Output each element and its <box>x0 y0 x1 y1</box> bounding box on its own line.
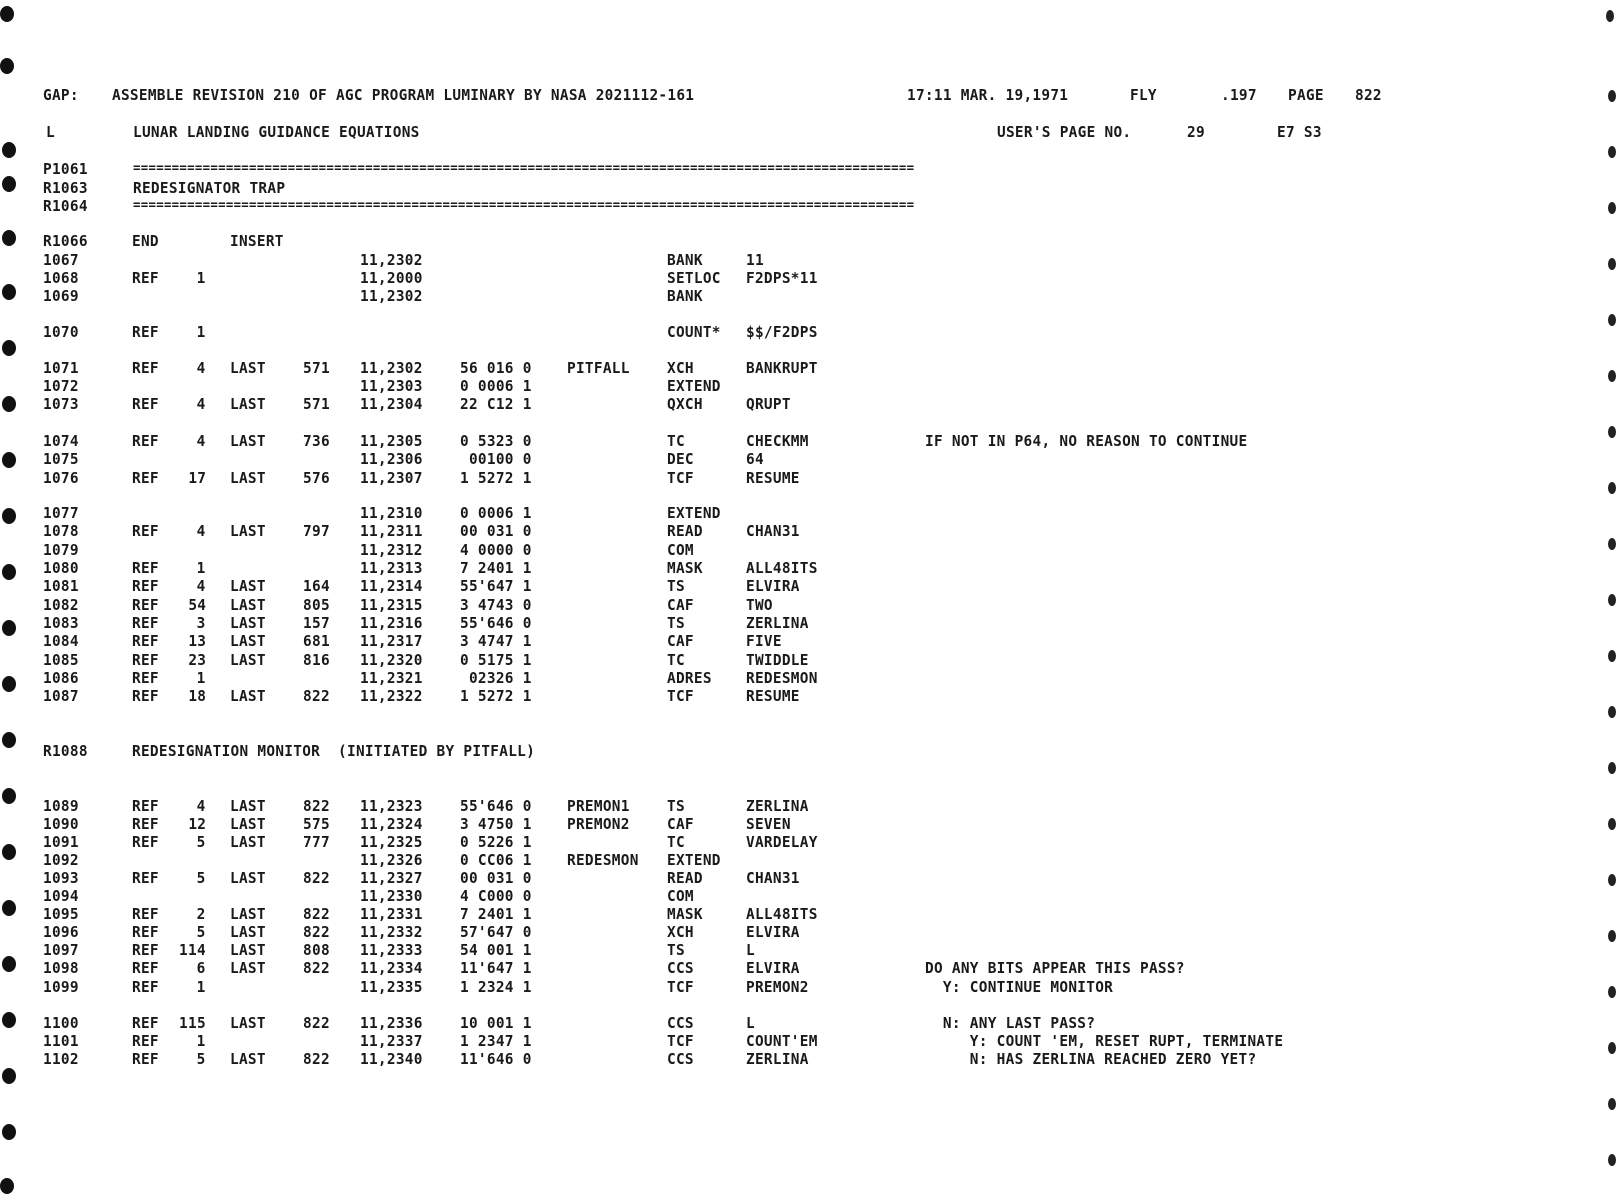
line-op: BANK <box>667 287 703 305</box>
line-code: 1 2347 1 <box>460 1032 532 1050</box>
line-addr: 11,2330 <box>360 887 423 905</box>
line-lastnum: 164 <box>303 577 330 595</box>
line-seq: 1073 <box>43 395 79 413</box>
banner-rule-bottom: ===================================================================================================== <box>133 198 915 213</box>
line-addr: 11,2335 <box>360 978 423 996</box>
line-seq: 1075 <box>43 450 79 468</box>
line-cnt: 4 <box>197 797 206 815</box>
line-addr: 11,2302 <box>360 287 423 305</box>
line-operand: REDESMON <box>746 669 818 687</box>
line-lastnum: 157 <box>303 614 330 632</box>
line-addr: 11,2000 <box>360 269 423 287</box>
line-operand: ALL48ITS <box>746 905 818 923</box>
line-code: 0 5226 1 <box>460 833 532 851</box>
line-addr: 11,2311 <box>360 522 423 540</box>
line-lastnum: 822 <box>303 905 330 923</box>
line-seq: 1091 <box>43 833 79 851</box>
header-code: .197 <box>1221 86 1257 104</box>
line-addr: 11,2323 <box>360 797 423 815</box>
line-operand: QRUPT <box>746 395 791 413</box>
line-ref: REF <box>132 923 159 941</box>
line-operand: SEVEN <box>746 815 791 833</box>
line-cnt: 12 <box>188 815 206 833</box>
line-seq: 1082 <box>43 596 79 614</box>
line-op: CCS <box>667 959 694 977</box>
line-op: DEC <box>667 450 694 468</box>
line-code: 10 001 1 <box>460 1014 532 1032</box>
line-addr: 11,2331 <box>360 905 423 923</box>
line-op: COM <box>667 541 694 559</box>
line-code: 4 C000 0 <box>460 887 532 905</box>
line-comment: DO ANY BITS APPEAR THIS PASS? <box>925 959 1185 977</box>
line-ref: REF <box>132 1050 159 1068</box>
line-seq: 1099 <box>43 978 79 996</box>
line-last: LAST <box>230 869 266 887</box>
line-addr: 11,2325 <box>360 833 423 851</box>
line-addr: 11,2326 <box>360 851 423 869</box>
banner-seq-r1063: R1063 <box>43 179 88 197</box>
line-cnt: 5 <box>197 1050 206 1068</box>
line-addr: 11,2332 <box>360 923 423 941</box>
subheader-ref-code: E7 S3 <box>1277 123 1322 141</box>
line-cnt: 5 <box>197 923 206 941</box>
line-op: MASK <box>667 905 703 923</box>
line-addr: 11,2303 <box>360 377 423 395</box>
line-comment: N: ANY LAST PASS? <box>925 1014 1096 1032</box>
line-ref: REF <box>132 614 159 632</box>
line-seq: R1088 <box>43 742 88 760</box>
line-seq: 1102 <box>43 1050 79 1068</box>
line-cnt: 1 <box>197 1032 206 1050</box>
line-last: LAST <box>230 687 266 705</box>
line-ref: REF <box>132 395 159 413</box>
line-ref: REF <box>132 323 159 341</box>
line-addr: 11,2310 <box>360 504 423 522</box>
line-addr: 11,2324 <box>360 815 423 833</box>
line-lastnum: 822 <box>303 923 330 941</box>
line-ref: REF <box>132 359 159 377</box>
line-ref: REF <box>132 596 159 614</box>
header-fly: FLY <box>1130 86 1157 104</box>
line-code: 22 C12 1 <box>460 395 532 413</box>
line-op: READ <box>667 522 703 540</box>
line-seq: 1092 <box>43 851 79 869</box>
line-code: 0 CC06 1 <box>460 851 532 869</box>
line-op: READ <box>667 869 703 887</box>
line-seq: 1083 <box>43 614 79 632</box>
line-last: LAST <box>230 577 266 595</box>
line-ref: REF <box>132 1014 159 1032</box>
line-operand: ELVIRA <box>746 923 800 941</box>
line-cnt: 4 <box>197 432 206 450</box>
line-ref: REF <box>132 687 159 705</box>
line-cnt: 4 <box>197 395 206 413</box>
line-operand: COUNT'EM <box>746 1032 818 1050</box>
line-comment: Y: CONTINUE MONITOR <box>925 978 1114 996</box>
line-seq: 1070 <box>43 323 79 341</box>
line-last: LAST <box>230 651 266 669</box>
line-last: LAST <box>230 833 266 851</box>
line-code: 7 2401 1 <box>460 905 532 923</box>
line-comment: N: HAS ZERLINA REACHED ZERO YET? <box>925 1050 1257 1068</box>
line-ref: REF <box>132 869 159 887</box>
line-seq: 1086 <box>43 669 79 687</box>
line-last: LAST <box>230 359 266 377</box>
line-addr: 11,2327 <box>360 869 423 887</box>
line-code: 0 5175 1 <box>460 651 532 669</box>
line-code: 11'647 1 <box>460 959 532 977</box>
line-op: TCF <box>667 469 694 487</box>
banner-rule-top: ===================================================================================================== <box>133 161 915 176</box>
line-seq: 1100 <box>43 1014 79 1032</box>
line-last: LAST <box>230 432 266 450</box>
line-lastnum: 805 <box>303 596 330 614</box>
line-cnt: 114 <box>179 941 206 959</box>
line-lastnum: 777 <box>303 833 330 851</box>
line-op: TC <box>667 651 685 669</box>
line-seq: 1080 <box>43 559 79 577</box>
line-ref: REF <box>132 1032 159 1050</box>
line-op: TC <box>667 432 685 450</box>
line-cnt: 5 <box>197 869 206 887</box>
line-label: PREMON2 <box>567 815 630 833</box>
line-ref: REF <box>132 432 159 450</box>
line-addr: 11,2321 <box>360 669 423 687</box>
line-last: LAST <box>230 923 266 941</box>
line-operand: TWO <box>746 596 773 614</box>
line-operand: L <box>746 941 755 959</box>
line-operand: L <box>746 1014 755 1032</box>
line-lastnum: 681 <box>303 632 330 650</box>
line-op: XCH <box>667 359 694 377</box>
subheader-user-page-number: 29 <box>1187 123 1205 141</box>
line-operand: 64 <box>746 450 764 468</box>
line-cnt: 4 <box>197 522 206 540</box>
line-seq: 1076 <box>43 469 79 487</box>
line-code: 3 4750 1 <box>460 815 532 833</box>
line-operand: VARDELAY <box>746 833 818 851</box>
line-addr: 11,2307 <box>360 469 423 487</box>
line-op: EXTEND <box>667 504 721 522</box>
line-op: ADRES <box>667 669 712 687</box>
line-code: 4 0000 0 <box>460 541 532 559</box>
line-ref: REF <box>132 559 159 577</box>
line-op: TS <box>667 577 685 595</box>
line-lastnum: 822 <box>303 687 330 705</box>
line-seq: 1081 <box>43 577 79 595</box>
line-ref: REF <box>132 651 159 669</box>
subheader-user-page: USER'S PAGE NO. <box>997 123 1132 141</box>
line-code: 1 5272 1 <box>460 469 532 487</box>
header-title: ASSEMBLE REVISION 210 OF AGC PROGRAM LUMINARY BY NASA 2021112-161 <box>112 86 695 104</box>
header-page-label: PAGE <box>1288 86 1324 104</box>
line-seq: 1097 <box>43 941 79 959</box>
line-operand: ZERLINA <box>746 797 809 815</box>
line-seq: 1095 <box>43 905 79 923</box>
line-seq: 1068 <box>43 269 79 287</box>
line-ref: REF <box>132 522 159 540</box>
line-last: LAST <box>230 1050 266 1068</box>
line-label: PREMON1 <box>567 797 630 815</box>
line-last: LAST <box>230 522 266 540</box>
line-seq: 1074 <box>43 432 79 450</box>
line-ref: REF <box>132 669 159 687</box>
line-operand: CHECKMM <box>746 432 809 450</box>
line-cnt: 17 <box>188 469 206 487</box>
line-code: 00 031 0 <box>460 522 532 540</box>
line-lastnum: 822 <box>303 1014 330 1032</box>
line-ref: REF <box>132 815 159 833</box>
line-lastnum: 822 <box>303 797 330 815</box>
line-operand: CHAN31 <box>746 522 800 540</box>
line-cnt: 5 <box>197 833 206 851</box>
line-operand: $$/F2DPS <box>746 323 818 341</box>
line-seq: R1066 <box>43 232 88 250</box>
line-operand: PREMON2 <box>746 978 809 996</box>
line-code: 3 4747 1 <box>460 632 532 650</box>
line-addr: 11,2302 <box>360 251 423 269</box>
line-op: TC <box>667 833 685 851</box>
line-lastnum: 575 <box>303 815 330 833</box>
subheader-letter: L <box>46 123 55 141</box>
line-seq: 1096 <box>43 923 79 941</box>
line-ref: REF <box>132 577 159 595</box>
line-last: LAST <box>230 959 266 977</box>
line-op: BANK <box>667 251 703 269</box>
line-lastnum: 822 <box>303 869 330 887</box>
line-lastnum: 571 <box>303 395 330 413</box>
line-seq: 1098 <box>43 959 79 977</box>
line-cnt: 23 <box>188 651 206 669</box>
line-code: 55'646 0 <box>460 614 532 632</box>
line-ref: REF <box>132 797 159 815</box>
line-seq: 1077 <box>43 504 79 522</box>
line-seq: 1071 <box>43 359 79 377</box>
line-code: 11'646 0 <box>460 1050 532 1068</box>
line-seq: 1078 <box>43 522 79 540</box>
line-cnt: 115 <box>179 1014 206 1032</box>
line-operand: ZERLINA <box>746 614 809 632</box>
line-seq: 1069 <box>43 287 79 305</box>
line-seq: 1094 <box>43 887 79 905</box>
line-ref: REF <box>132 269 159 287</box>
line-cnt: 13 <box>188 632 206 650</box>
line-op: CAF <box>667 596 694 614</box>
line-op: COM <box>667 887 694 905</box>
line-addr: 11,2322 <box>360 687 423 705</box>
line-ref: REF <box>132 833 159 851</box>
line-last: LAST <box>230 632 266 650</box>
line-op: CCS <box>667 1014 694 1032</box>
line-op: TCF <box>667 687 694 705</box>
line-seq: 1072 <box>43 377 79 395</box>
line-last: LAST <box>230 815 266 833</box>
line-code: 0 0006 1 <box>460 377 532 395</box>
line-operand: RESUME <box>746 469 800 487</box>
line-last: LAST <box>230 797 266 815</box>
line-ref: REF <box>132 959 159 977</box>
line-label: PITFALL <box>567 359 630 377</box>
line-seq: 1079 <box>43 541 79 559</box>
line-code: 56 016 0 <box>460 359 532 377</box>
header-gap: GAP: <box>43 86 79 104</box>
line-op: TCF <box>667 978 694 996</box>
line-last: LAST <box>230 1014 266 1032</box>
line-op: TS <box>667 614 685 632</box>
line-last: INSERT <box>230 232 284 250</box>
line-operand: FIVE <box>746 632 782 650</box>
line-ref: REF <box>132 905 159 923</box>
line-operand: TWIDDLE <box>746 651 809 669</box>
line-addr: 11,2314 <box>360 577 423 595</box>
banner-title: REDESIGNATOR TRAP <box>133 179 286 197</box>
header-page-number: 822 <box>1355 86 1382 104</box>
line-operand: BANKRUPT <box>746 359 818 377</box>
line-operand: CHAN31 <box>746 869 800 887</box>
line-lastnum: 822 <box>303 959 330 977</box>
line-seq: 1087 <box>43 687 79 705</box>
line-addr: 11,2315 <box>360 596 423 614</box>
line-code: 57'647 0 <box>460 923 532 941</box>
line-addr: 11,2305 <box>360 432 423 450</box>
line-addr: 11,2320 <box>360 651 423 669</box>
line-op: MASK <box>667 559 703 577</box>
line-operand: ALL48ITS <box>746 559 818 577</box>
line-operand: RESUME <box>746 687 800 705</box>
line-addr: 11,2304 <box>360 395 423 413</box>
line-code: 0 5323 0 <box>460 432 532 450</box>
line-lastnum: 822 <box>303 1050 330 1068</box>
line-op: TS <box>667 797 685 815</box>
line-cnt: 1 <box>197 978 206 996</box>
line-op: CCS <box>667 1050 694 1068</box>
line-addr: 11,2316 <box>360 614 423 632</box>
line-ref: REF <box>132 469 159 487</box>
line-code: 02326 1 <box>460 669 532 687</box>
line-last: LAST <box>230 395 266 413</box>
line-seq: 1089 <box>43 797 79 815</box>
line-cnt: 1 <box>197 669 206 687</box>
line-code: 00 031 0 <box>460 869 532 887</box>
line-op: CAF <box>667 632 694 650</box>
line-op: COUNT* <box>667 323 721 341</box>
line-operand: ELVIRA <box>746 959 800 977</box>
line-code: 55'647 1 <box>460 577 532 595</box>
line-last: LAST <box>230 614 266 632</box>
line-cnt: 2 <box>197 905 206 923</box>
line-addr: 11,2340 <box>360 1050 423 1068</box>
line-op: TCF <box>667 1032 694 1050</box>
line-last: LAST <box>230 941 266 959</box>
line-operand: 11 <box>746 251 764 269</box>
line-ref: REDESIGNATION MONITOR (INITIATED BY PITFALL) <box>132 742 536 760</box>
line-lastnum: 808 <box>303 941 330 959</box>
line-label: REDESMON <box>567 851 639 869</box>
line-code: 00100 0 <box>460 450 532 468</box>
line-seq: 1093 <box>43 869 79 887</box>
line-cnt: 4 <box>197 577 206 595</box>
line-cnt: 1 <box>197 559 206 577</box>
line-lastnum: 736 <box>303 432 330 450</box>
line-op: EXTEND <box>667 851 721 869</box>
line-addr: 11,2313 <box>360 559 423 577</box>
line-code: 3 4743 0 <box>460 596 532 614</box>
line-comment: IF NOT IN P64, NO REASON TO CONTINUE <box>925 432 1248 450</box>
line-addr: 11,2337 <box>360 1032 423 1050</box>
line-code: 55'646 0 <box>460 797 532 815</box>
line-code: 1 2324 1 <box>460 978 532 996</box>
line-last: LAST <box>230 596 266 614</box>
line-cnt: 54 <box>188 596 206 614</box>
line-addr: 11,2333 <box>360 941 423 959</box>
line-seq: 1101 <box>43 1032 79 1050</box>
line-lastnum: 797 <box>303 522 330 540</box>
line-lastnum: 571 <box>303 359 330 377</box>
line-seq: 1084 <box>43 632 79 650</box>
line-cnt: 18 <box>188 687 206 705</box>
subheader-section: LUNAR LANDING GUIDANCE EQUATIONS <box>133 123 420 141</box>
line-addr: 11,2312 <box>360 541 423 559</box>
line-seq: 1090 <box>43 815 79 833</box>
header-timestamp: 17:11 MAR. 19,1971 <box>907 86 1069 104</box>
line-ref: REF <box>132 632 159 650</box>
line-addr: 11,2306 <box>360 450 423 468</box>
line-cnt: 1 <box>197 269 206 287</box>
line-code: 54 001 1 <box>460 941 532 959</box>
line-op: CAF <box>667 815 694 833</box>
line-op: TS <box>667 941 685 959</box>
line-cnt: 4 <box>197 359 206 377</box>
line-last: LAST <box>230 469 266 487</box>
line-ref: REF <box>132 978 159 996</box>
line-addr: 11,2317 <box>360 632 423 650</box>
banner-seq-r1064: R1064 <box>43 197 88 215</box>
line-code: 7 2401 1 <box>460 559 532 577</box>
line-op: EXTEND <box>667 377 721 395</box>
line-code: 1 5272 1 <box>460 687 532 705</box>
line-op: XCH <box>667 923 694 941</box>
line-seq: 1085 <box>43 651 79 669</box>
line-lastnum: 576 <box>303 469 330 487</box>
line-operand: ELVIRA <box>746 577 800 595</box>
banner-seq-p1061: P1061 <box>43 160 88 178</box>
line-addr: 11,2334 <box>360 959 423 977</box>
line-addr: 11,2302 <box>360 359 423 377</box>
line-comment: Y: COUNT 'EM, RESET RUPT, TERMINATE <box>925 1032 1284 1050</box>
line-seq: 1067 <box>43 251 79 269</box>
line-operand: ZERLINA <box>746 1050 809 1068</box>
line-last: LAST <box>230 905 266 923</box>
line-code: 0 0006 1 <box>460 504 532 522</box>
line-ref: END <box>132 232 159 250</box>
line-op: QXCH <box>667 395 703 413</box>
line-ref: REF <box>132 941 159 959</box>
line-op: SETLOC <box>667 269 721 287</box>
line-operand: F2DPS*11 <box>746 269 818 287</box>
line-lastnum: 816 <box>303 651 330 669</box>
line-cnt: 1 <box>197 323 206 341</box>
line-cnt: 6 <box>197 959 206 977</box>
line-cnt: 3 <box>197 614 206 632</box>
line-addr: 11,2336 <box>360 1014 423 1032</box>
